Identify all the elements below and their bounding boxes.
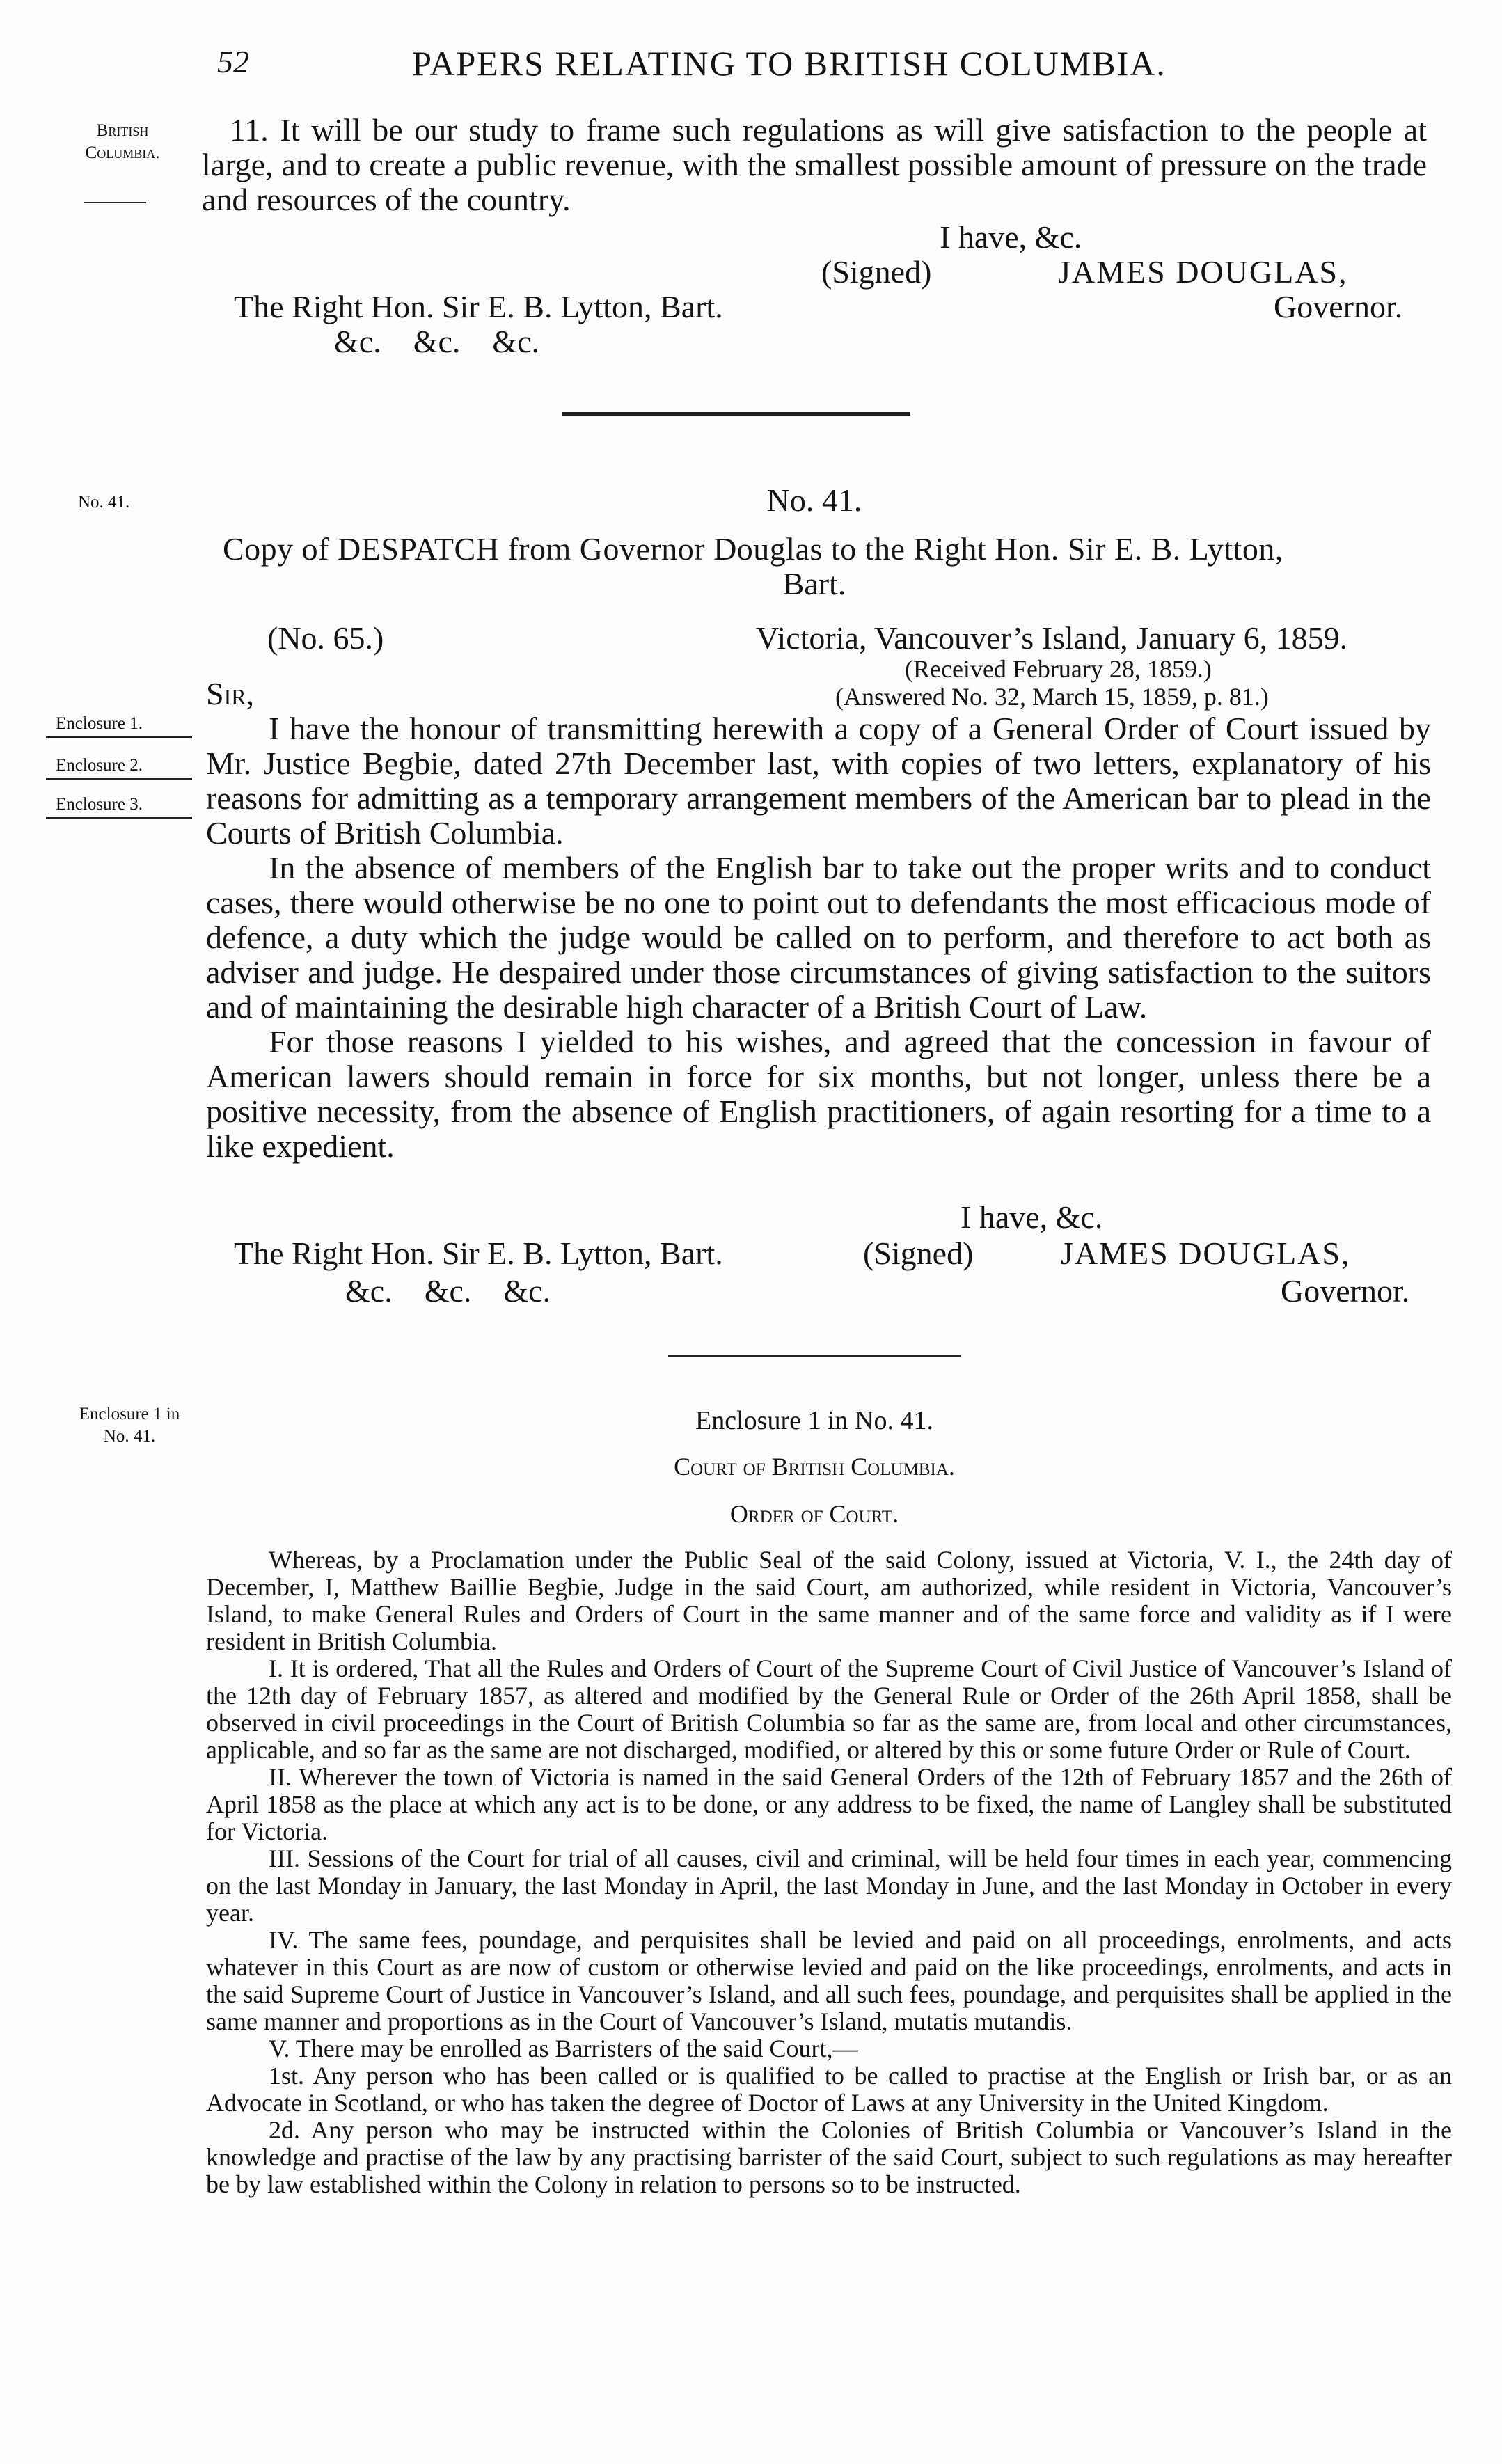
despatch-answered: (Answered No. 32, March 15, 1859, p. 81.) (835, 683, 1269, 711)
margin-divider (84, 202, 146, 203)
margin-enclosure-1: Enclosure 1. (56, 714, 143, 733)
margin-enclosure-3: Enclosure 3. (56, 795, 143, 814)
section-rule (562, 412, 910, 416)
despatch-heading-line1: Copy of DESPATCH from Governor Douglas to the Right Hon. Sir E. B. Lytton, (223, 531, 1283, 567)
despatch-received: (Received February 28, 1859.) (905, 655, 1212, 683)
despatch-heading-line2: Bart. (782, 566, 846, 601)
despatch-body (206, 711, 1431, 1164)
margin-no41: No. 41. (78, 493, 130, 512)
prev-addressee: The Right Hon. Sir E. B. Lytton, Bart. (234, 289, 723, 324)
order-item-3: III. Sessions of the Court for trial of all causes, civil and criminal, will be held four times in each year, commencing on the last Monday in January, the last Monday in April, the last Monday in June, and the last Monday in October in every year. (206, 1845, 1452, 1927)
margin-encl-line1: Enclosure 1 in (79, 1405, 180, 1423)
despatch-i-have: I have, &c. (961, 1199, 1103, 1235)
margin-rule (46, 778, 192, 780)
margin-enclosure-1-in-no41 (53, 1403, 206, 1448)
enclosure-order: Order of Court. (729, 1500, 899, 1528)
despatch-salutation: Sir, (206, 676, 255, 711)
despatch-etc: &c. &c. &c. (345, 1273, 551, 1309)
despatch-para-3: For those reasons I yielded to his wishes, and agreed that the concession in favour of American lawers should remain in force for six months, but not longer, unless there be a positive necessity, from the absence of English practitioners, of again resorting for a time to a like expedient. (206, 1024, 1431, 1164)
despatch-title: Governor. (1281, 1273, 1410, 1309)
despatch-addressee: The Right Hon. Sir E. B. Lytton, Bart. (234, 1235, 723, 1271)
margin-colony-line2: Columbia. (85, 143, 160, 162)
despatch-ref-no: (No. 65.) (267, 620, 384, 656)
para-11: 11. It will be our study to frame such regulations as will give satisfaction to the people at large, and to create a public revenue, with the smallest possible amount of pressure on the trade and resources of the country. (202, 112, 1427, 217)
section-rule (668, 1355, 961, 1357)
order-item-2: II. Wherever the town of Victoria is named in the said General Orders of the 12th of February 1857 and the 26th of April 1858 as the place at which any act is to be done, or any address to be fixed, the name of Langley shall be substituted for Victoria. (206, 1763, 1452, 1845)
order-item-5: V. There may be enrolled as Barristers of the said Court,— (269, 2035, 858, 2062)
despatch-signer: JAMES DOUGLAS, (1061, 1235, 1351, 1271)
prev-signed: (Signed) (821, 254, 932, 290)
margin-rule (46, 817, 192, 819)
prev-title: Governor. (1274, 289, 1403, 324)
order-body (206, 1547, 1452, 2198)
margin-colony (53, 120, 192, 164)
margin-rule (46, 736, 192, 738)
order-sub-2: 2d. Any person who may be instructed within the Colonies of British Columbia or Vancouver’s Island in the knowledge and practise of the law by any practising barrister of the said Court, subject to such regulations as may hereafter be by law established within the Colony in relation to persons so to be instructed. (206, 2116, 1452, 2198)
despatch-number: No. 41. (766, 482, 862, 518)
order-item-4: IV. The same fees, poundage, and perquisites shall be levied and paid on all proceedings, enrolments, and acts whatever in this Court as are now of custom or otherwise levied and paid on the like proceedings, enrolments, and acts in the said Supreme Court of Justice in Vancouver’s Island, and all such fees, poundage, and perquisites shall be applied in the same manner and proportions as in the Court of Vancouver’s Island, mutatis mutandis. (206, 1926, 1452, 2035)
margin-colony-line1: British (96, 121, 149, 140)
order-sub-1: 1st. Any person who has been called or is qualified to be called to practise at the English or Irish bar, or as an Advocate in Scotland, or who has taken the degree of Doctor of Laws at any University in the United Kingdom. (206, 2062, 1452, 2117)
despatch-place-date: Victoria, Vancouver’s Island, January 6, 1859. (756, 620, 1348, 656)
despatch-signed: (Signed) (863, 1235, 974, 1271)
order-whereas: Whereas, by a Proclamation under the Public Seal of the said Colony, issued at Victoria, V. I., the 24th day of December, I, Matthew Baillie Begbie, Judge in the said Court, am authorized, while resident in Victoria, Vancouver’s Island, to make General Rules and Orders of Court in the same manner and of the same force and validity as if I were resident in British Columbia. (206, 1546, 1452, 1655)
prev-etc: &c. &c. &c. (334, 324, 540, 359)
page-number: 52 (217, 44, 249, 79)
margin-encl-line2: No. 41. (103, 1427, 156, 1446)
enclosure-court: Court of British Columbia. (674, 1453, 955, 1480)
order-item-1: I. It is ordered, That all the Rules and Orders of Court of the Supreme Court of Civil Justice of Vancouver’s Island of the 12th day of February 1857, as altered and modified by the General Rule or Order of the 26th April 1858, shall be observed in civil proceedings in the Court of British Columbia so far as the same are, from local and other circumstances, applicable, and so far as the same are not discharged, modified, or altered by this or some future Order or Rule of Court. (206, 1654, 1452, 1764)
prev-i-have: I have, &c. (940, 219, 1082, 255)
despatch-para-1: I have the honour of transmitting herewith a copy of a General Order of Court issued by Mr. Justice Begbie, dated 27th December last, with copies of two letters, explanatory of his reasons for admitting as a temporary arrangement members of the American bar to plead in the Courts of British Columbia. (206, 711, 1431, 851)
margin-enclosure-2: Enclosure 2. (56, 756, 143, 775)
running-title: PAPERS RELATING TO BRITISH COLUMBIA. (412, 44, 1167, 83)
enclosure-title: Enclosure 1 in No. 41. (695, 1406, 933, 1435)
despatch-para-2: In the absence of members of the English bar to take out the proper writs and to conduct cases, there would otherwise be no one to point out to defendants the most efficacious mode of defence, a duty which the judge would be called on to perform, and therefore to act both as adviser and judge. He despaired under those circumstances of giving satisfaction to the suitors and of maintaining the desirable high character of a British Court of Law. (206, 850, 1431, 1025)
prev-signer: JAMES DOUGLAS, (1058, 254, 1348, 290)
